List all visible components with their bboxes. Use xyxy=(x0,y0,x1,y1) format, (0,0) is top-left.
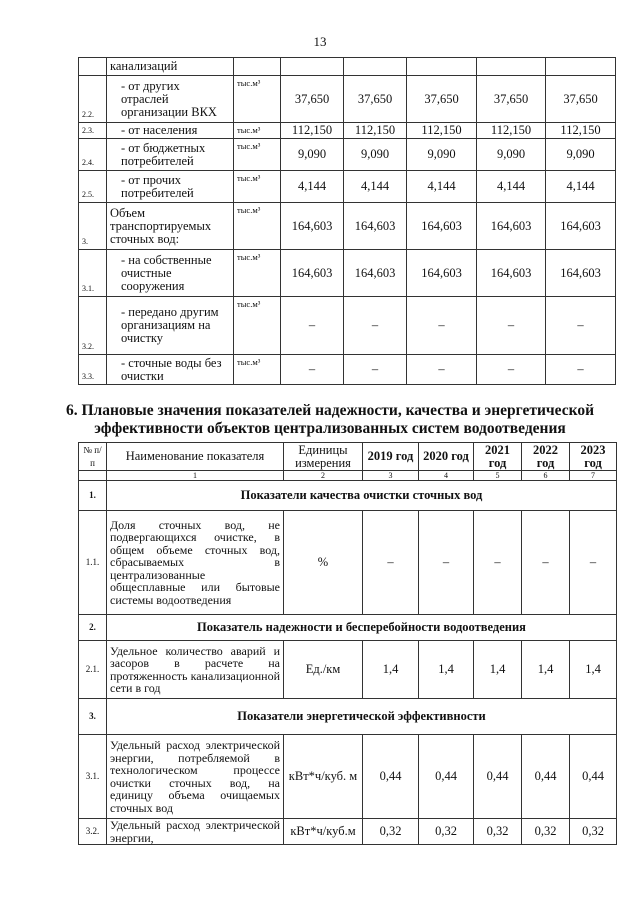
row-number: 2.1. xyxy=(79,641,107,699)
row-name: - от бюджетных потребителей xyxy=(107,139,234,171)
value-2022: 112,150 xyxy=(477,123,546,139)
section-number: 3. xyxy=(79,699,107,735)
section-row xyxy=(79,481,617,511)
value-2019: 164,603 xyxy=(281,250,344,297)
section-row xyxy=(79,615,617,641)
row-name: - передано другим организациям на очистку xyxy=(107,297,234,355)
value-2023: 1,4 xyxy=(570,641,617,699)
value-2022: 1,4 xyxy=(522,641,570,699)
row-name: канализаций xyxy=(107,58,234,76)
colnum-5: 5 xyxy=(474,471,522,481)
value-2020: 164,603 xyxy=(344,203,407,250)
value-2021: 9,090 xyxy=(407,139,477,171)
value-2022: 0,44 xyxy=(522,735,570,819)
value-2020: 4,144 xyxy=(344,171,407,203)
value-2020: – xyxy=(344,297,407,355)
value-2019: – xyxy=(281,297,344,355)
value-2022: – xyxy=(477,297,546,355)
colnum-2: 2 xyxy=(284,471,363,481)
row-number: 2.4. xyxy=(79,139,107,171)
section-title: 6. Плановые значения показателей надежности, качества и энергетической эффективности объектов централизованных систем водоотведения xyxy=(65,402,595,437)
value-2020: 0,44 xyxy=(419,735,474,819)
table-row xyxy=(79,511,617,615)
value-2020: 37,650 xyxy=(344,76,407,123)
row-name: - от населения xyxy=(107,123,234,139)
row-name: - сточные воды без очистки xyxy=(107,355,234,385)
row-number: 2.3. xyxy=(79,123,107,139)
value-2019: 164,603 xyxy=(281,203,344,250)
row-number: 3.2. xyxy=(79,297,107,355)
row-unit: % xyxy=(284,511,363,615)
header-num: № п/п xyxy=(79,443,107,471)
value-2019: 1,4 xyxy=(363,641,419,699)
row-number: 3. xyxy=(79,203,107,250)
colnum-empty xyxy=(79,471,107,481)
value-2023: 37,650 xyxy=(546,76,616,123)
header-year-2022: 2022 год xyxy=(522,443,570,471)
row-number: 3.1. xyxy=(79,735,107,819)
row-name: - от других отраслей организации ВКХ xyxy=(107,76,234,123)
value-2023: – xyxy=(570,511,617,615)
header-year-2019: 2019 год xyxy=(363,443,419,471)
value-2022: 164,603 xyxy=(477,203,546,250)
colnum-6: 6 xyxy=(522,471,570,481)
value-2020: 1,4 xyxy=(419,641,474,699)
value-2023: 164,603 xyxy=(546,250,616,297)
value-2023: – xyxy=(546,355,616,385)
value-2020: 0,32 xyxy=(419,819,474,845)
row-unit: тыс.м³ xyxy=(234,139,281,171)
row-name: Объем транспортируемых сточных вод: xyxy=(107,203,234,250)
row-unit: тыс.м³ xyxy=(234,355,281,385)
value-2021: 1,4 xyxy=(474,641,522,699)
row-number: 3.3. xyxy=(79,355,107,385)
row-name: Удельный расход электрической энергии, потребляемой в технологическом процессе очистки сточных вод, на единицу объема очищаемых сточных вод xyxy=(107,735,284,819)
row-number: 1.1. xyxy=(79,511,107,615)
value-2021: 164,603 xyxy=(407,203,477,250)
value-2023: 9,090 xyxy=(546,139,616,171)
row-unit: тыс.м³ xyxy=(234,171,281,203)
value-2021: 0,44 xyxy=(474,735,522,819)
table-row xyxy=(79,819,617,845)
value-2019: 112,150 xyxy=(281,123,344,139)
value-2020: 9,090 xyxy=(344,139,407,171)
row-unit: Ед./км xyxy=(284,641,363,699)
value-2022: 37,650 xyxy=(477,76,546,123)
value-2019: – xyxy=(363,511,419,615)
row-unit: тыс.м³ xyxy=(234,297,281,355)
value-2022: 9,090 xyxy=(477,139,546,171)
value-2023: – xyxy=(546,297,616,355)
row-name: - от прочих потребителей xyxy=(107,171,234,203)
value-2022: 4,144 xyxy=(477,171,546,203)
row-number: 2.2. xyxy=(79,76,107,123)
header-row xyxy=(79,443,617,471)
section-heading: Показатель надежности и бесперебойности водоотведения xyxy=(107,615,617,641)
header-name: Наименование показателя xyxy=(107,443,284,471)
page-number: 13 xyxy=(313,34,327,49)
header-year-2021: 2021 год xyxy=(474,443,522,471)
value-2021: – xyxy=(407,355,477,385)
value-2021: 112,150 xyxy=(407,123,477,139)
value-2021: 37,650 xyxy=(407,76,477,123)
row-name: - на собственные очистные сооружения xyxy=(107,250,234,297)
row-number: 3.1. xyxy=(79,250,107,297)
value-2019: 0,44 xyxy=(363,735,419,819)
section-heading: Показатели энергетической эффективности xyxy=(107,699,617,735)
value-2019: 9,090 xyxy=(281,139,344,171)
row-number: 3.2. xyxy=(79,819,107,845)
section-row xyxy=(79,699,617,735)
header-unit: Единицы измерения xyxy=(284,443,363,471)
value-2021: 0,32 xyxy=(474,819,522,845)
value-2021: 4,144 xyxy=(407,171,477,203)
table-row xyxy=(79,641,617,699)
section-number: 1. xyxy=(79,481,107,511)
value-2022: 164,603 xyxy=(477,250,546,297)
indicators-table xyxy=(78,442,617,845)
section-heading: Показатели качества очистки сточных вод xyxy=(107,481,617,511)
value-2020: – xyxy=(419,511,474,615)
row-name: Удельное количество аварий и засоров в расчете на протяженность канализационной сети в год xyxy=(107,641,284,699)
value-2023: 112,150 xyxy=(546,123,616,139)
value-2020: – xyxy=(344,355,407,385)
section-number: 2. xyxy=(79,615,107,641)
value-2021: – xyxy=(407,297,477,355)
value-2021: 164,603 xyxy=(407,250,477,297)
value-2023: 4,144 xyxy=(546,171,616,203)
row-unit: тыс.м³ xyxy=(234,76,281,123)
row-unit: кВт*ч/куб.м xyxy=(284,819,363,845)
value-2019: 37,650 xyxy=(281,76,344,123)
colnum-7: 7 xyxy=(570,471,617,481)
colnum-4: 4 xyxy=(419,471,474,481)
colnum-3: 3 xyxy=(363,471,419,481)
value-2020: 164,603 xyxy=(344,250,407,297)
value-2023: 0,44 xyxy=(570,735,617,819)
row-unit: тыс.м³ xyxy=(234,203,281,250)
value-2023: 0,32 xyxy=(570,819,617,845)
value-2019: – xyxy=(281,355,344,385)
row-name: Доля сточных вод, не подвергающихся очистке, в общем объеме сточных вод, сбрасываемых в централизованные общесплавные или бытовые системы водоотведения xyxy=(107,511,284,615)
value-2022: – xyxy=(477,355,546,385)
value-2022: 0,32 xyxy=(522,819,570,845)
row-unit: тыс.м³ xyxy=(234,123,281,139)
table-row xyxy=(79,735,617,819)
header-year-2020: 2020 год xyxy=(419,443,474,471)
value-2019: 0,32 xyxy=(363,819,419,845)
header-year-2023: 2023 год xyxy=(570,443,617,471)
value-2023: 164,603 xyxy=(546,203,616,250)
value-2020: 112,150 xyxy=(344,123,407,139)
row-unit: кВт*ч/куб. м xyxy=(284,735,363,819)
row-name: Удельный расход электрической энергии, xyxy=(107,819,284,845)
value-2022: – xyxy=(522,511,570,615)
column-number-row xyxy=(79,471,617,481)
row-unit: тыс.м³ xyxy=(234,250,281,297)
value-2021: – xyxy=(474,511,522,615)
value-2019: 4,144 xyxy=(281,171,344,203)
colnum-1: 1 xyxy=(107,471,284,481)
row-number: 2.5. xyxy=(79,171,107,203)
